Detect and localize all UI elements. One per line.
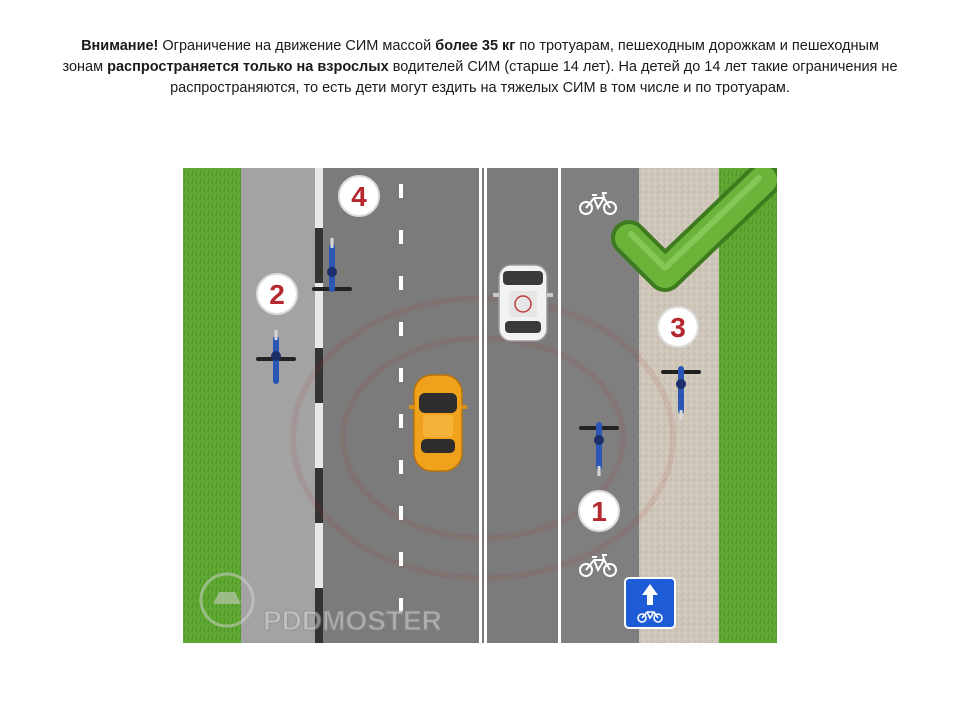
road-illustration (183, 168, 777, 643)
marker-2-label: 2 (269, 279, 285, 310)
notice-adults: распространяется только на взрослых (107, 59, 389, 75)
notice-part-4: по тротуарам, пешеходным дорожкам и пешеходным зонам (62, 38, 879, 75)
notice-warning: Внимание! (81, 38, 159, 54)
solid-line-a (479, 168, 482, 643)
bicycle-lane-sign-icon (625, 578, 675, 628)
marker-4-label: 4 (351, 181, 367, 212)
marker-1-label: 1 (591, 496, 607, 527)
grass-right (719, 168, 777, 643)
notice-text (60, 36, 900, 99)
marker-4 (339, 176, 379, 216)
marker-3-label: 3 (670, 312, 686, 343)
marker-3 (658, 307, 698, 347)
solid-line-b (484, 168, 487, 643)
yellow-car (409, 375, 467, 471)
notice-part-2: Ограничение на движение СИМ массой (158, 38, 436, 54)
white-car (493, 265, 553, 341)
notice-part-6: водителей СИМ (старше 14 лет). На детей до 14 лет такие ограничения не распространяются, то есть дети могут ездить на тяжелых СИМ в том числе и по тротуарам. (170, 59, 898, 96)
grass-left (183, 168, 241, 643)
bike-lane-line (558, 168, 561, 643)
sidewalk (241, 168, 315, 643)
watermark-text: PDDMOSTER (263, 605, 442, 636)
marker-1 (579, 491, 619, 531)
notice-weight: более 35 кг (435, 38, 516, 54)
marker-2 (257, 274, 297, 314)
